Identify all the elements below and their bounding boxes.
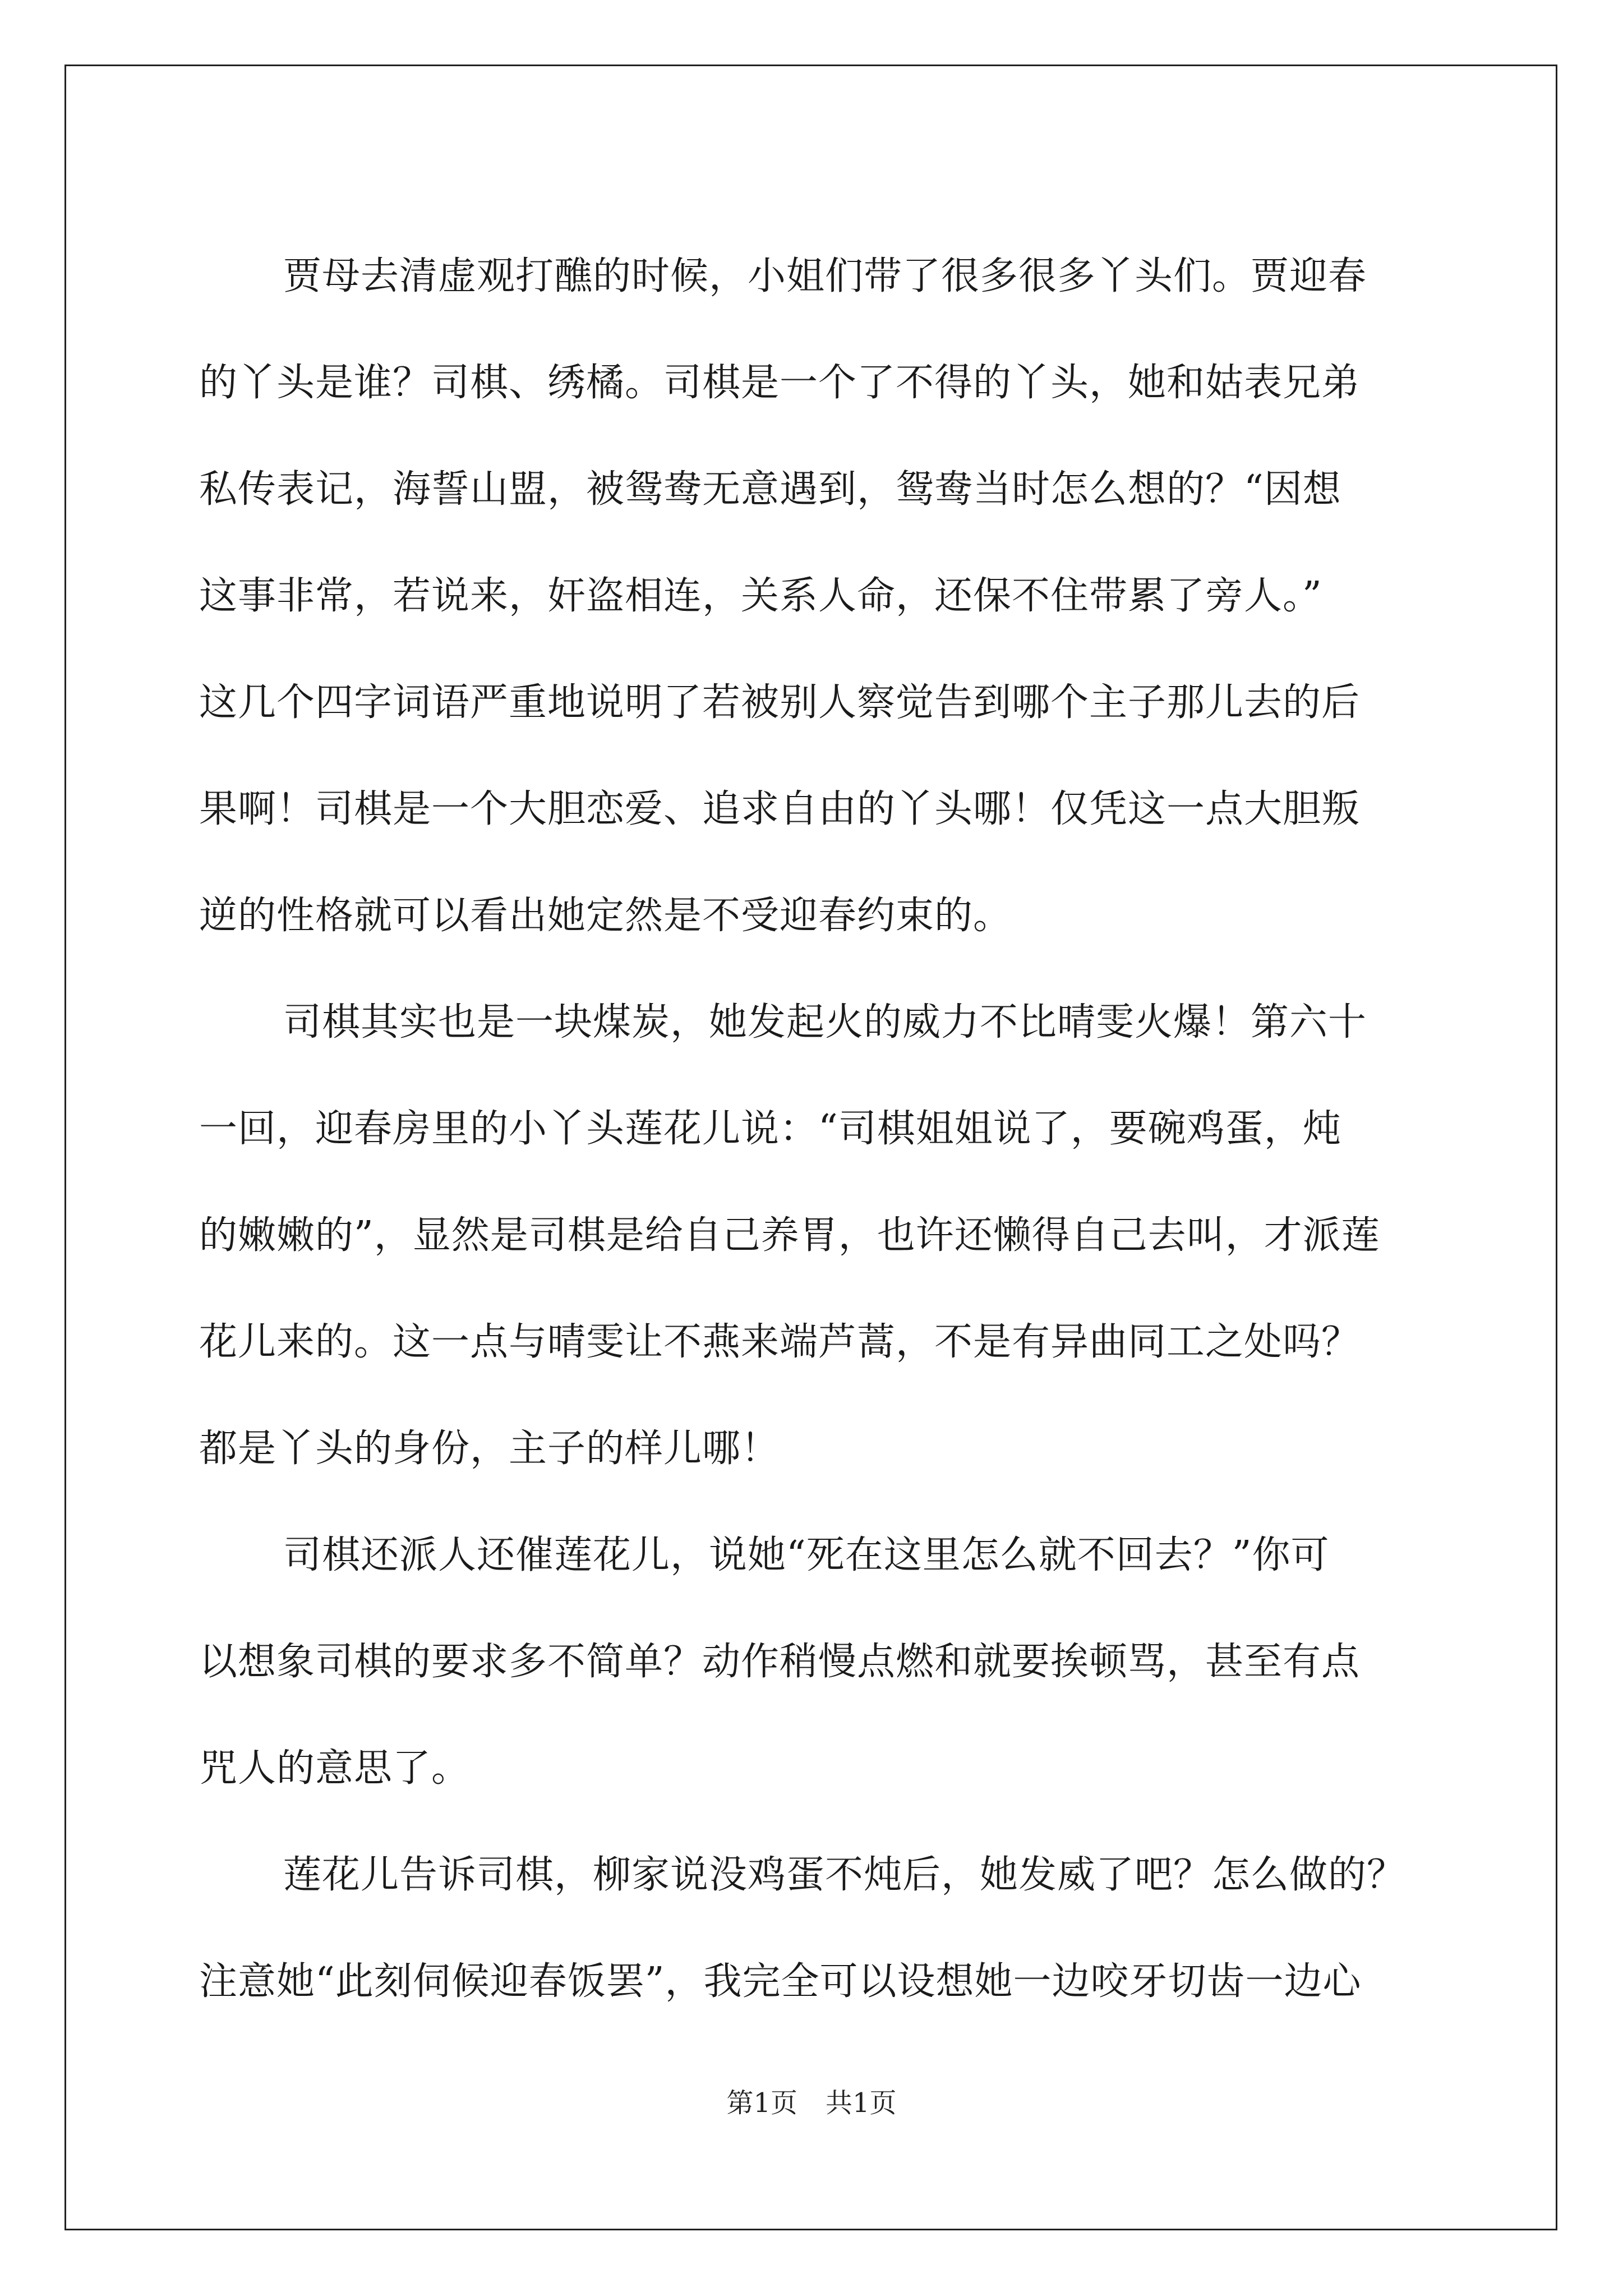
paragraph-2-line-1: 司棋其实也是一块煤炭，她发起火的威力不比晴雯火爆！第六十 (283, 1000, 1367, 1045)
paragraph-2-line-3: 的嫩嫩的”，显然是司棋是给自己养胃，也许还懒得自己去叫，才派莲 (199, 1213, 1380, 1258)
paragraph-3-line-3: 咒人的意思了。 (199, 1746, 471, 1791)
page-number: 第1页 (726, 2087, 797, 2119)
paragraph-1-line-3: 私传表记，海誓山盟，被鸳鸯无意遇到，鸳鸯当时怎么想的？“因想 (199, 467, 1341, 512)
paragraph-1-line-2: 的丫头是谁？司棋、绣橘。司棋是一个了不得的丫头，她和姑表兄弟 (199, 361, 1361, 405)
paragraph-1-line-1: 贾母去清虚观打醮的时候，小姐们带了很多很多丫头们。贾迎春 (283, 254, 1367, 298)
paragraph-3-line-1: 司棋还派人还催莲花儿，说她“死在这里怎么就不回去？”你可 (283, 1533, 1330, 1577)
paragraph-1-line-6: 果啊！司棋是一个大胆恋爱、追求自由的丫头哪！仅凭这一点大胆叛 (199, 787, 1361, 831)
page-total: 共1页 (826, 2087, 897, 2119)
paragraph-2-line-5: 都是丫头的身份，主子的样儿哪！ (199, 1427, 780, 1471)
paragraph-2-line-4: 花儿来的。这一点与晴雯让不燕来端芦蒿，不是有异曲同工之处吗？ (199, 1320, 1361, 1364)
paragraph-4-line-1: 莲花儿告诉司棋，柳家说没鸡蛋不炖后，她发威了吧？怎么做的？ (283, 1853, 1406, 1897)
paragraph-1-line-7: 逆的性格就可以看出她定然是不受迎春约束的。 (199, 894, 1012, 938)
paragraph-4-line-2: 注意她“此刻伺候迎春饭罢”，我完全可以设想她一边咬牙切齿一边心 (199, 1959, 1362, 2004)
paragraph-3-line-2: 以想象司棋的要求多不简单？动作稍慢点燃和就要挨顿骂，甚至有点 (199, 1640, 1361, 1684)
document-body (199, 223, 1433, 2035)
paragraph-2-line-2: 一回，迎春房里的小丫头莲花儿说：“司棋姐姐说了，要碗鸡蛋，炖 (199, 1107, 1341, 1151)
paragraph-1-line-4: 这事非常，若说来，奸盗相连，关系人命，还保不住带累了旁人。” (199, 574, 1322, 618)
paragraph-1-line-5: 这几个四字词语严重地说明了若被别人察觉告到哪个主子那儿去的后 (199, 680, 1361, 725)
page-footer (0, 2081, 1623, 2120)
